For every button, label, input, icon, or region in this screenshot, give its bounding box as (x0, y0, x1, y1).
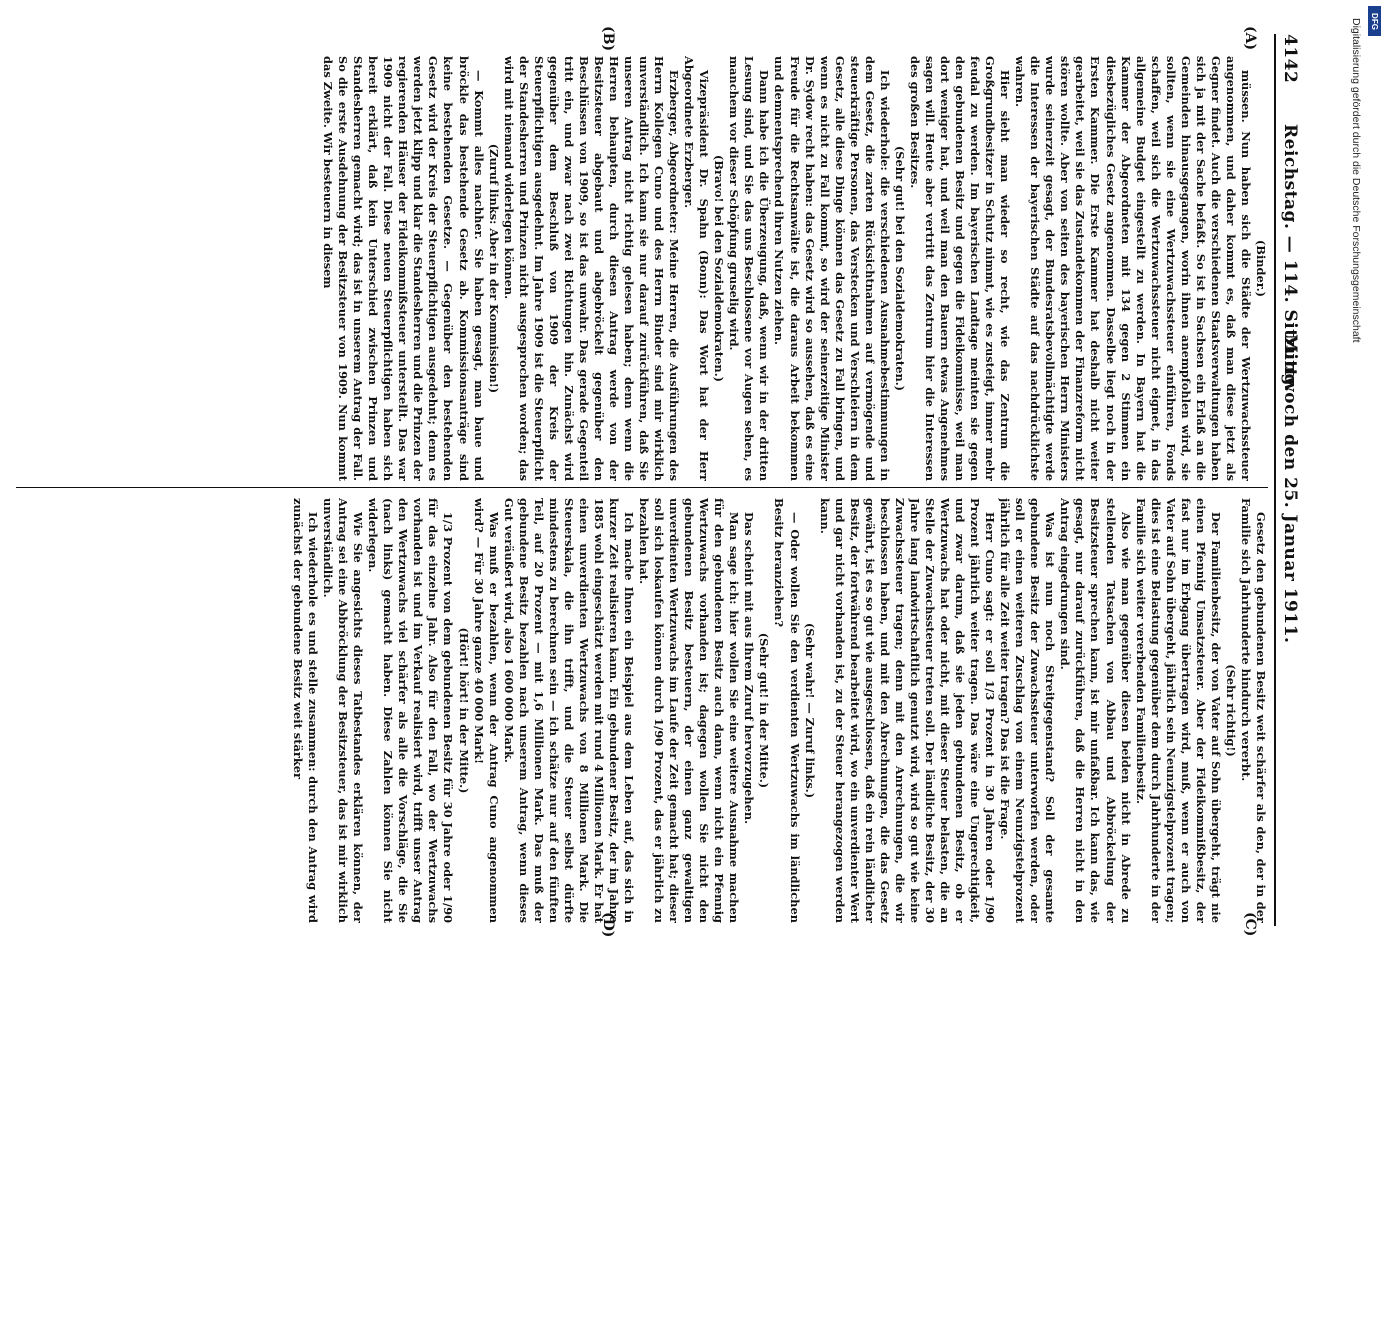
paragraph: Ich wiederhole es und stelle zusammen: durch den Antrag wird zunächst der gebundene Besitz weit stärker (291, 498, 321, 923)
paragraph: (Hört! hört! in der Mitte.) (456, 627, 471, 794)
paragraph: — Oder wollen Sie den verdienten Wertzuwachs im ländlichen Besitz heranziehen? (772, 498, 802, 923)
paragraph: Hier sieht man wieder so recht, wie das Zentrum die Großgrundbesitzer in Schutz nimmt, wie es zusteigt, immer mehr feudal zu werden. Im bayerischen Landtage meinten sie gegen den gebundenen Besitz und gegen die Fideikommisse, weil man dort weniger hat, und weil man den Bauern etwas Angenehmes sagen will. Heute aber vertritt das Zentrum hier die Interessen des großen Besitzes. (907, 56, 1013, 481)
paragraph: Herr Cuno sagt: er soll 1/3 Prozent in 30 Jahren oder 1/90 Prozent jährlich weiter tragen. Das wäre eine Ungerechtigkeit, und zwar darum, daß sie jeden gebundenen Besitz, ob er Wertzuwachs hat oder nicht, mit dieser Steuer belasten, die an Stelle der Zuwachssteuer treten soll. Der ländliche Besitz, der 30 Jahre lang landwirtschaftlich genutzt wird, wird so gut wie keine Zuwachssteuer tragen; denn mit den Anrechnungen, die wir beschlossen haben, und mit den Abrechnungen, die das Gesetz gewährt, ist es so gut wie ausgeschlossen, daß ein rein ländlicher Besitz, der fortwährend bearbeitet wird, wo ein unverdienter Wert und gar nicht vorhanden ist, zu der Steuer herangezogen werden kann. (817, 498, 998, 923)
paragraph: Vizepräsident Dr. Spahn (Bonn): Das Wort hat der Herr Abgeordnete Erzberger. (682, 56, 712, 481)
page-header (1274, 34, 1302, 926)
column-divider (16, 487, 1268, 488)
paragraph: Der Familienbesitz, der von Vater auf Sohn übergeht, trägt nie einen Pfennig Umsatzsteuer. Aber der Fideikommißbesitz, der fast nur im Erbgang übertragen wird, muß, wenn er auch von Vater auf Sohn übergeht, jährlich sein Neunzigstelprozent tragen; dies ist eine Belastung gegenüber dem durch Jahrhunderte in der Familie sich weiter vererbenden Familienbesitz. (1133, 498, 1223, 923)
paragraph: (Zuruf links: Aber in der Kommission!) (486, 143, 501, 394)
margin-mark-d: (D) (600, 912, 616, 938)
paragraph: müssen. Nun haben sich die Städte der Wertzuwachssteuer angenommen, und daher kommt es, daß man diese jetzt als Gegner findet. Auch die verschiedenen Staatsverwaltungen haben sich ja mit der Sache befaßt. So ist in Sachsen ein Erlaß an die Gemeinden hinausgegangen, worin ihnen anempfohlen wird, sie sollten, wenn sie eine Wertzuwachssteuer einführen, Fonds schaffen, weil sich die Wertzuwachssteuer nicht eignet, in das allgemeine Budget eingestellt zu werden. In Bayern hat die Kammer der Abgeordneten mit 134 gegen 2 Stimmen ein diesbezügliches Gesetz angenommen. Dasselbe liegt noch in der Ersten Kammer. Die Erste Kammer hat deshalb nicht weiter gearbeitet, weil sie das Zustandekommen der Finanzreform nicht stören wollte. Aber von seiten des bayerischen Herrn Ministers wurde seinerzeit gesagt, der Bundesratsbevollmächtigte werde die Interessen der bayerischen Städte auf das nachdrücklichste wahren. (1013, 56, 1253, 481)
paragraph: (Sehr gut! in der Mitte.) (757, 632, 772, 789)
margin-mark-a: (A) (1242, 26, 1258, 51)
paragraph: Wie Sie angesichts dieses Tatbestandes erklären können, der Antrag sei eine Abbröcklung der Besitzsteuer, das ist mir wirklich unverständlich. (321, 498, 366, 923)
paragraph: (Binder.) (1254, 239, 1268, 298)
paragraph: Dann habe ich die Überzeugung, daß, wenn wir in der dritten Lesung sind, und Sie das uns Beschlossene vor Augen sehen, es manchem vor dieser Schöpfung gruselig wird. (727, 56, 772, 481)
header-session: Reichstag. — 114. Sitzung. (1280, 124, 1300, 393)
margin-mark-b: (B) (600, 26, 616, 52)
page-number: 4142 (1280, 34, 1300, 84)
dfg-logo-text: DFG (1370, 12, 1380, 30)
paragraph: (Bravo! bei den Sozialdemokraten.) (712, 154, 727, 383)
paragraph: Gesetz den gebundenen Besitz weit schärfer als den, der in der Familie sich Jahrhunderte hindurch vererbt. (1238, 498, 1268, 923)
left-column (12, 56, 1268, 481)
paragraph: 1/3 Prozent von dem gebundenen Besitz für 30 Jahre oder 1/90 für das einzelne Jahr. Also für den Fall, wo der Wertzuwachs vorhanden ist und im Verkauf realisiert wird, trifft unser Antrag den Wertzuwachs viel schärfer als alle die Vorschläge, die Sie (nach links) gemacht haben. Diese Zahlen können Sie nicht widerlegen. (366, 498, 456, 923)
paragraph: Erzberger, Abgeordneter: Meine Herren, die Ausführungen des Herrn Kollegen Cuno und des Herrn Binder sind mir wirklich unverständlich. Ich kann sie nur darauf zurückführen, daß Sie unseren Antrag nicht richtig gelesen haben; denn wenn die Herren behaupten, durch diesen Antrag werde von der Besitzsteuer abgebaut und abgebröckelt gegenüber den Beschlüssen von 1909, so ist das unwahr. Das gerade Gegenteil tritt ein, und zwar nach zwei Richtungen hin. Zunächst wird gegenüber dem Beschluß von 1909 der Kreis der Steuerpflichtigen ausgedehnt. Im Jahre 1909 ist die Steuerpflicht der Standesherren und Prinzen nicht ausgesprochen worden; das wird mit niemand widerlegen können. (501, 56, 682, 481)
paragraph: — Kommt alles nachher. Sie haben gesagt, man baue und bröckle das bestehende Gesetz ab. Kommissionsanträge sind keine bestehenden Gesetze. — Gegenüber den bestehenden Gesetz wird der Kreis der Steuerpflichtigen ausgedehnt; denn es werden jetzt klipp und klar die Standesherren und die Prinzen der regierenden Häuser der Fideikommißsteuer unterstellt. Das war 1909 nicht der Fall. Diese neuen Steuerpflichtigen haben sich bereit erklärt, daß kein Unterschied zwischen Prinzen und Standesherren gemacht wird; das ist in unserem Antrag der Fall. So die erste Ausdehnung der Besitzsteuer von 1909. Nun kommt das Zweite. Wir besteuern in diesem (321, 56, 486, 481)
page-sheet (0, 20, 1310, 940)
dfg-logo (1368, 6, 1381, 36)
paragraph: (Sehr wahr! — Zuruf links.) (802, 622, 817, 799)
paragraph: Also wie man gegenüber diesen beiden nicht in Abrede zu stellenden Tatsachen von Abbau und Abbröckelung der Besitzsteuer sprechen kann, ist mir unfaßbar. Ich kann das, wie gesagt, nur darauf zurückführen, daß die Herren nicht in den Antrag eingedrungen sind. (1058, 498, 1133, 923)
paragraph: Was muß er bezahlen, wenn der Antrag Cuno angenommen wird? — Für 30 Jahre ganze 40 000 Mark! (471, 498, 501, 923)
paragraph: (Sehr gut! bei den Sozialdemokraten.) (892, 145, 907, 392)
paragraph: Das scheint mit aus Ihrem Zuruf hervorzugehen. (742, 512, 757, 825)
scanned-page (291, 20, 1310, 1330)
paragraph: Ich mache Ihnen ein Beispiel aus dem Leben auf, das sich in kurzer Zeit realisieren kann. Ein gebundener Besitz, der im Jahre 1885 wohl eingeschätzt werden mit rund 4 Millionen Mark. Er hat einen unverdienten Wertzuwachs von 8 Millionen Mark. Die Steuerskala, die ihn trifft, und die Steuer selbst dürfte mindestens zu berechnen sein — ich schätze nur auf den fünften Teil, auf 20 Prozent — mit 1,6 Millionen Mark. Das muß der gebundene Besitz bezahlen nach unserem Antrag, wenn dieses Gut veräußert wird, also 1 600 000 Mark. (501, 498, 637, 923)
digitization-credit (1340, 18, 1370, 998)
paragraph: Ich wiederhole: die verschiedenen Ausnahmebestimmungen in dem Gesetz, die zarten Rücksichtnahmen auf vermögende und steuerkräftige Personen, das Verstecken und Verschleiern in dem Gesetz, alle diese Dinge können das Gesetz zu Fall bringen, und wenn es nicht zu Fall kommt, so wird der seinerzeitige Minister Dr. Sydow recht haben: das Gesetz wird so aussehen, daß es eine Freude für die Rechtsanwälte ist, die daraus Arbeit bekommen und demnentsprechend ihren Nutzen ziehen. (772, 56, 892, 481)
margin-mark-c: (C) (1242, 912, 1258, 937)
credit-text: Digitalisierung gefördert durch die Deutsche Forschungsgemeinschaft (1350, 18, 1362, 343)
right-column (12, 498, 1268, 923)
paragraph: Was ist nun noch Streitgegenstand? Soll der gesamte gebundene Besitz der Zuwachssteuer unterworfen werden, oder soll er einen weiteren Zuschlag von einem Neunzigstelprozent jährlich für alle Zeit weiter tragen? Das ist die Frage. (998, 498, 1058, 923)
paragraph: (Sehr richtig!) (1223, 664, 1238, 757)
header-date: Mittwoch den 25. Januar 1911. (1280, 334, 1300, 644)
paragraph: Man sage ich: hier wollen Sie eine weitere Ausnahme machen für den gebundenen Besitz auch dann, wenn nicht ein Pfennig Wertzuwachs vorhanden ist; dagegen wollen Sie nicht den gebundenen Besitz besteuern, der einen ganz gewaltigen unverdienten Wertzuwachs im Laufe der Zeit gemacht hat; dieser soll sich loskaufen können durch 1/90 Prozent, das er jährlich zu bezahlen hat. (637, 498, 742, 923)
